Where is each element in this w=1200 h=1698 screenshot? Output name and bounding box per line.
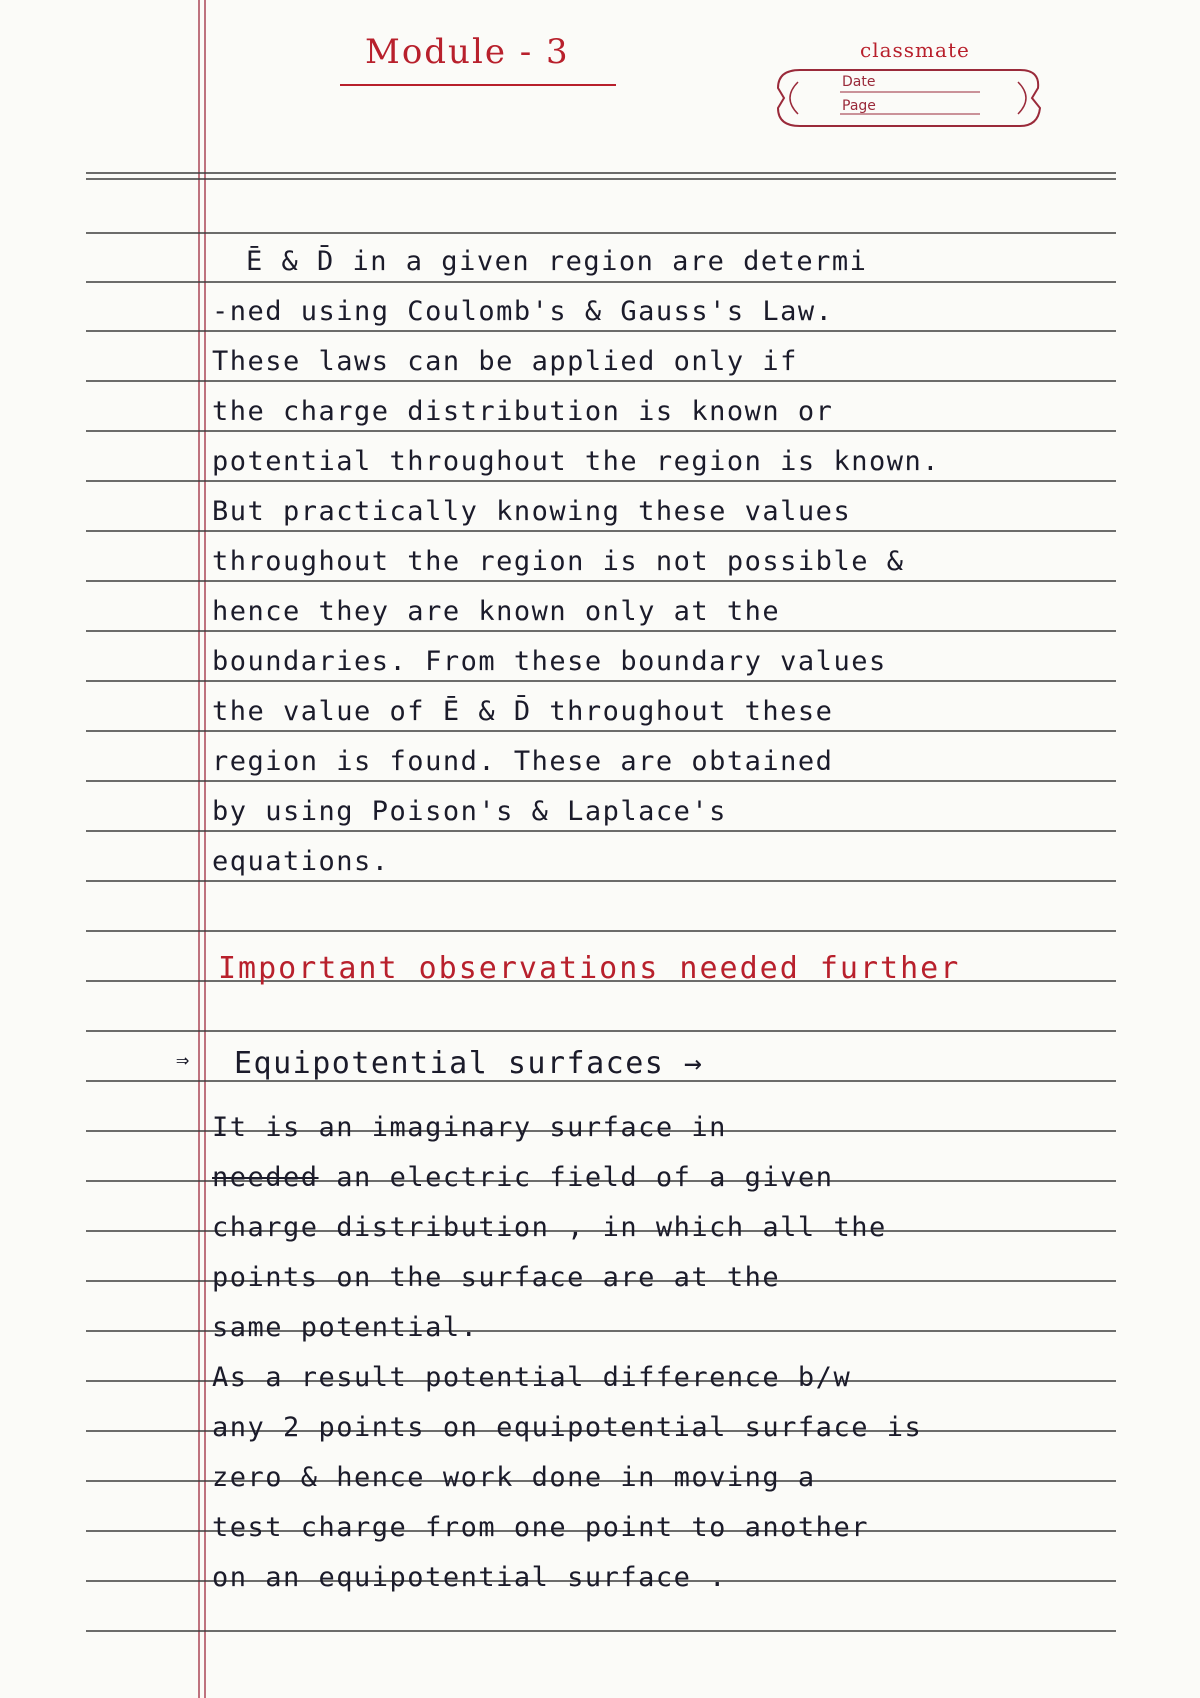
text-line-rest: an electric field of a given <box>318 1162 834 1193</box>
struck-word: needed <box>212 1162 319 1193</box>
ruled-line <box>86 530 1116 532</box>
classmate-logo: classmate <box>860 38 970 62</box>
ruled-line <box>86 730 1116 732</box>
text-line: the charge distribution is known or <box>212 396 834 427</box>
stamp-frame-icon <box>770 62 1046 134</box>
section-title: Equipotential surfaces → <box>234 1046 704 1081</box>
header-rule <box>86 172 1116 174</box>
ruled-line <box>86 630 1116 632</box>
ruled-line <box>86 680 1116 682</box>
text-line: the value of Ē & D̄ throughout these <box>212 696 834 727</box>
text-line: zero & hence work done in moving a <box>212 1462 816 1493</box>
ruled-line <box>86 780 1116 782</box>
ruled-line <box>86 830 1116 832</box>
ruled-line <box>86 880 1116 882</box>
date-page-stamp <box>770 62 1046 134</box>
date-label: Date <box>842 74 876 90</box>
text-line: same potential. <box>212 1312 479 1343</box>
text-line: throughout the region is not possible & <box>212 546 905 577</box>
text-line: It is an imaginary surface in <box>212 1112 727 1143</box>
ruled-line <box>86 580 1116 582</box>
margin-line-right <box>204 0 206 1698</box>
text-line: on an equipotential surface . <box>212 1562 727 1593</box>
text-line: any 2 points on equipotential surface is <box>212 1412 923 1443</box>
section-heading: Important observations needed further <box>218 951 961 986</box>
text-line: As a result potential difference b/w <box>212 1362 852 1393</box>
ruled-line <box>86 330 1116 332</box>
ruled-line <box>86 930 1116 932</box>
ruled-line <box>86 1030 1116 1032</box>
text-line: boundaries. From these boundary values <box>212 646 887 677</box>
text-line <box>212 1162 833 1193</box>
text-line: by using Poison's & Laplace's <box>212 796 727 827</box>
ruled-line <box>86 281 1116 283</box>
ruled-line <box>86 480 1116 482</box>
text-line: points on the surface are at the <box>212 1262 781 1293</box>
ruled-line <box>86 1630 1116 1632</box>
ruled-line <box>86 232 1116 234</box>
text-line: But practically knowing these values <box>212 496 852 527</box>
text-line: test charge from one point to another <box>212 1512 869 1543</box>
section-arrow-icon: ⇒ <box>176 1048 191 1073</box>
margin-line-left <box>198 0 200 1698</box>
title-underline <box>340 84 616 86</box>
text-line: region is found. These are obtained <box>212 746 834 777</box>
text-line: charge distribution , in which all the <box>212 1212 887 1243</box>
page-title: Module - 3 <box>365 32 570 72</box>
text-line: hence they are known only at the <box>212 596 781 627</box>
ruled-line <box>86 380 1116 382</box>
text-line: These laws can be applied only if <box>212 346 798 377</box>
page-label: Page <box>842 98 876 114</box>
header-rule-second <box>86 178 1116 180</box>
text-line: potential throughout the region is known. <box>212 446 940 477</box>
text-line: Ē & D̄ in a given region are determi <box>246 246 868 277</box>
ruled-line <box>86 430 1116 432</box>
text-line: -ned using Coulomb's & Gauss's Law. <box>212 296 834 327</box>
text-line: equations. <box>212 846 390 877</box>
